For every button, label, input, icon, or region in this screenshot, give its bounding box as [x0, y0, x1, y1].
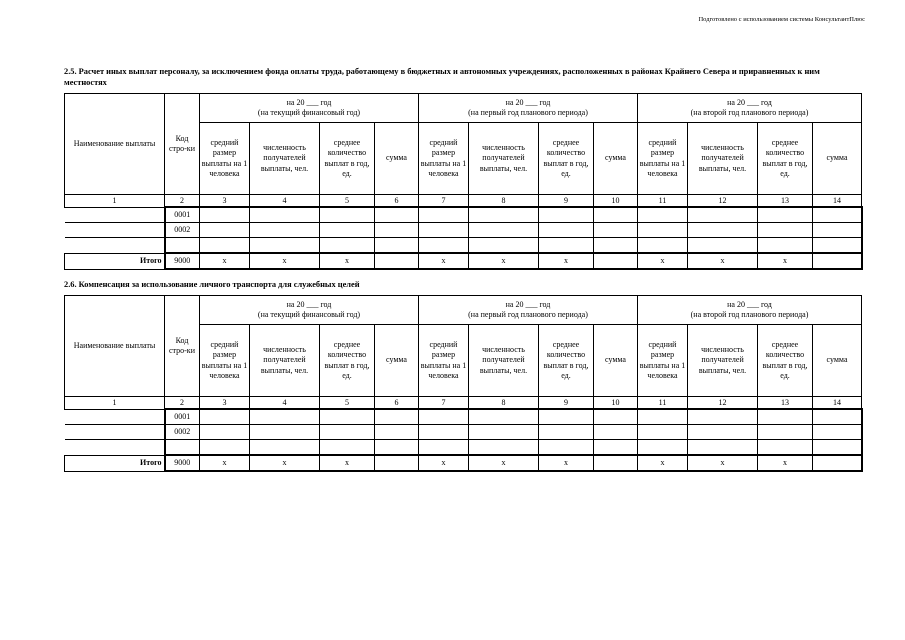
value-cell[interactable] [638, 238, 688, 254]
period-header-second: на 20 ___ год (на второй год планового периода) [638, 94, 862, 123]
value-cell[interactable] [250, 409, 320, 425]
col-number: 13 [758, 397, 813, 410]
x-mark: x [250, 455, 320, 471]
value-cell[interactable] [419, 238, 469, 254]
value-cell[interactable] [469, 223, 539, 238]
col-number: 11 [638, 195, 688, 208]
subcol-count: численность получателей выплаты, чел. [688, 123, 758, 195]
value-cell[interactable] [539, 238, 594, 254]
name-cell[interactable] [65, 440, 165, 456]
header-note: Подготовлено с использованием системы КонсультантПлюс [698, 16, 865, 23]
value-cell[interactable] [200, 409, 250, 425]
value-cell[interactable] [813, 207, 862, 223]
value-cell[interactable] [320, 223, 375, 238]
value-cell[interactable] [758, 440, 813, 456]
subcol-sum: сумма [594, 123, 638, 195]
x-mark: x [419, 253, 469, 269]
total-code: 9000 [165, 455, 200, 471]
value-cell[interactable] [419, 440, 469, 456]
value-cell[interactable] [758, 409, 813, 425]
table-row [65, 409, 862, 425]
col-number: 7 [419, 195, 469, 208]
col-number: 14 [813, 195, 862, 208]
table-row [65, 223, 862, 238]
subcol-qty: среднее количество выплат в год, ед. [758, 325, 813, 397]
value-cell[interactable] [419, 409, 469, 425]
col-number: 2 [165, 195, 200, 208]
value-cell[interactable] [594, 223, 638, 238]
value-cell[interactable] [375, 223, 419, 238]
code-cell: 0002 [165, 425, 200, 440]
subcol-qty: среднее количество выплат в год, ед. [758, 123, 813, 195]
x-mark: x [200, 253, 250, 269]
period-header-first: на 20 ___ год (на первый год планового периода) [419, 296, 638, 325]
period-header-current: на 20 ___ год (на текущий финансовый год) [200, 296, 419, 325]
subcol-qty: среднее количество выплат в год, ед. [320, 123, 375, 195]
col-number: 5 [320, 195, 375, 208]
x-mark: x [638, 253, 688, 269]
value-cell[interactable] [539, 409, 594, 425]
value-cell[interactable] [638, 409, 688, 425]
col-number: 1 [65, 195, 165, 208]
value-cell[interactable] [375, 440, 419, 456]
value-cell[interactable] [419, 223, 469, 238]
table-row [65, 238, 862, 254]
code-cell: 0002 [165, 223, 200, 238]
subcol-count: численность получателей выплаты, чел. [469, 123, 539, 195]
x-mark: x [419, 455, 469, 471]
subcol-avg: средний размер выплаты на 1 человека [419, 123, 469, 195]
total-row [65, 253, 862, 269]
col-number: 13 [758, 195, 813, 208]
col-number: 8 [469, 397, 539, 410]
col-number: 14 [813, 397, 862, 410]
subcol-count: численность получателей выплаты, чел. [250, 123, 320, 195]
col-name-header: Наименование выплаты [65, 94, 165, 195]
x-mark: x [688, 455, 758, 471]
value-cell[interactable] [638, 440, 688, 456]
value-cell[interactable] [594, 238, 638, 254]
value-cell[interactable] [594, 425, 638, 440]
col-number: 12 [688, 397, 758, 410]
col-code-header: Код стро-ки [165, 296, 200, 397]
col-number: 1 [65, 397, 165, 410]
total-sum[interactable] [813, 455, 862, 471]
period-header-current: на 20 ___ год (на текущий финансовый год) [200, 94, 419, 123]
subcol-qty: среднее количество выплат в год, ед. [539, 123, 594, 195]
value-cell[interactable] [375, 207, 419, 223]
value-cell[interactable] [688, 207, 758, 223]
col-number: 7 [419, 397, 469, 410]
col-number: 6 [375, 195, 419, 208]
value-cell[interactable] [688, 223, 758, 238]
value-cell[interactable] [469, 238, 539, 254]
value-cell[interactable] [638, 425, 688, 440]
total-sum[interactable] [594, 455, 638, 471]
x-mark: x [758, 253, 813, 269]
value-cell[interactable] [594, 440, 638, 456]
subcol-count: численность получателей выплаты, чел. [250, 325, 320, 397]
value-cell[interactable] [638, 207, 688, 223]
value-cell[interactable] [539, 223, 594, 238]
value-cell[interactable] [469, 440, 539, 456]
table-row [65, 440, 862, 456]
col-number: 12 [688, 195, 758, 208]
total-sum[interactable] [813, 253, 862, 269]
total-sum[interactable] [594, 253, 638, 269]
total-label: Итого [65, 253, 165, 269]
section-title-2-5: 2.5. Расчет иных выплат персоналу, за исключением фонда оплаты труда, работающему в бюджетных и автономных учреждениях, расположенных в районах Крайнего Севера и приравненных к ним местностях [64, 67, 820, 87]
total-label: Итого [65, 455, 165, 471]
value-cell[interactable] [813, 238, 862, 254]
value-cell[interactable] [419, 207, 469, 223]
x-mark: x [469, 253, 539, 269]
x-mark: x [320, 253, 375, 269]
value-cell[interactable] [758, 207, 813, 223]
col-number: 4 [250, 195, 320, 208]
col-number: 9 [539, 397, 594, 410]
section-title-2-6: 2.6. Компенсация за использование личного транспорта для служебных целей [64, 280, 360, 289]
value-cell[interactable] [638, 223, 688, 238]
subcol-sum: сумма [594, 325, 638, 397]
value-cell[interactable] [250, 425, 320, 440]
subcol-qty: среднее количество выплат в год, ед. [320, 325, 375, 397]
x-mark: x [688, 253, 758, 269]
value-cell[interactable] [688, 409, 758, 425]
value-cell[interactable] [469, 207, 539, 223]
value-cell[interactable] [200, 440, 250, 456]
x-mark: x [250, 253, 320, 269]
subcol-avg: средний размер выплаты на 1 человека [200, 325, 250, 397]
x-mark: x [539, 253, 594, 269]
value-cell[interactable] [758, 238, 813, 254]
value-cell[interactable] [688, 238, 758, 254]
value-cell[interactable] [320, 207, 375, 223]
value-cell[interactable] [813, 425, 862, 440]
subcol-avg: средний размер выплаты на 1 человека [200, 123, 250, 195]
col-number: 2 [165, 397, 200, 410]
col-number: 3 [200, 397, 250, 410]
table-row [65, 207, 862, 223]
value-cell[interactable] [200, 238, 250, 254]
x-mark: x [469, 455, 539, 471]
value-cell[interactable] [594, 409, 638, 425]
value-cell[interactable] [758, 425, 813, 440]
value-cell[interactable] [813, 223, 862, 238]
x-mark: x [200, 455, 250, 471]
col-number: 9 [539, 195, 594, 208]
x-mark: x [638, 455, 688, 471]
x-mark: x [539, 455, 594, 471]
name-cell[interactable] [65, 207, 165, 223]
value-cell[interactable] [200, 223, 250, 238]
table-row [65, 425, 862, 440]
total-code: 9000 [165, 253, 200, 269]
value-cell[interactable] [250, 440, 320, 456]
value-cell[interactable] [320, 425, 375, 440]
col-number: 3 [200, 195, 250, 208]
col-number: 11 [638, 397, 688, 410]
name-cell[interactable] [65, 223, 165, 238]
value-cell[interactable] [250, 207, 320, 223]
x-mark: x [758, 455, 813, 471]
subcol-sum: сумма [813, 123, 862, 195]
subcol-qty: среднее количество выплат в год, ед. [539, 325, 594, 397]
value-cell[interactable] [375, 409, 419, 425]
value-cell[interactable] [594, 207, 638, 223]
subcol-count: численность получателей выплаты, чел. [469, 325, 539, 397]
subcol-avg: средний размер выплаты на 1 человека [419, 325, 469, 397]
col-name-header: Наименование выплаты [65, 296, 165, 397]
col-number: 10 [594, 195, 638, 208]
subcol-avg: средний размер выплаты на 1 человека [638, 123, 688, 195]
col-number: 4 [250, 397, 320, 410]
total-sum[interactable] [375, 455, 419, 471]
value-cell[interactable] [539, 440, 594, 456]
name-cell[interactable] [65, 238, 165, 254]
value-cell[interactable] [539, 425, 594, 440]
value-cell[interactable] [758, 223, 813, 238]
subcol-avg: средний размер выплаты на 1 человека [638, 325, 688, 397]
subcol-sum: сумма [375, 123, 419, 195]
code-cell: 0001 [165, 207, 200, 223]
value-cell[interactable] [419, 425, 469, 440]
subcol-count: численность получателей выплаты, чел. [688, 325, 758, 397]
value-cell[interactable] [200, 425, 250, 440]
col-number: 6 [375, 397, 419, 410]
subcol-sum: сумма [375, 325, 419, 397]
value-cell[interactable] [539, 207, 594, 223]
value-cell[interactable] [688, 425, 758, 440]
value-cell[interactable] [813, 440, 862, 456]
col-number: 10 [594, 397, 638, 410]
value-cell[interactable] [469, 409, 539, 425]
col-number: 8 [469, 195, 539, 208]
code-cell: 0001 [165, 409, 200, 425]
value-cell[interactable] [375, 238, 419, 254]
period-header-first: на 20 ___ год (на первый год планового периода) [419, 94, 638, 123]
value-cell[interactable] [200, 207, 250, 223]
value-cell[interactable] [250, 223, 320, 238]
value-cell[interactable] [688, 440, 758, 456]
code-cell [165, 440, 200, 456]
subcol-sum: сумма [813, 325, 862, 397]
period-header-second: на 20 ___ год (на второй год планового периода) [638, 296, 862, 325]
table-2-5 [64, 93, 863, 270]
total-row [65, 455, 862, 471]
value-cell[interactable] [320, 440, 375, 456]
value-cell[interactable] [469, 425, 539, 440]
x-mark: x [320, 455, 375, 471]
code-cell [165, 238, 200, 254]
value-cell[interactable] [320, 409, 375, 425]
col-number: 5 [320, 397, 375, 410]
table-2-6 [64, 295, 863, 472]
name-cell[interactable] [65, 425, 165, 440]
total-sum[interactable] [375, 253, 419, 269]
value-cell[interactable] [813, 409, 862, 425]
value-cell[interactable] [375, 425, 419, 440]
value-cell[interactable] [250, 238, 320, 254]
col-code-header: Код стро-ки [165, 94, 200, 195]
value-cell[interactable] [320, 238, 375, 254]
name-cell[interactable] [65, 409, 165, 425]
